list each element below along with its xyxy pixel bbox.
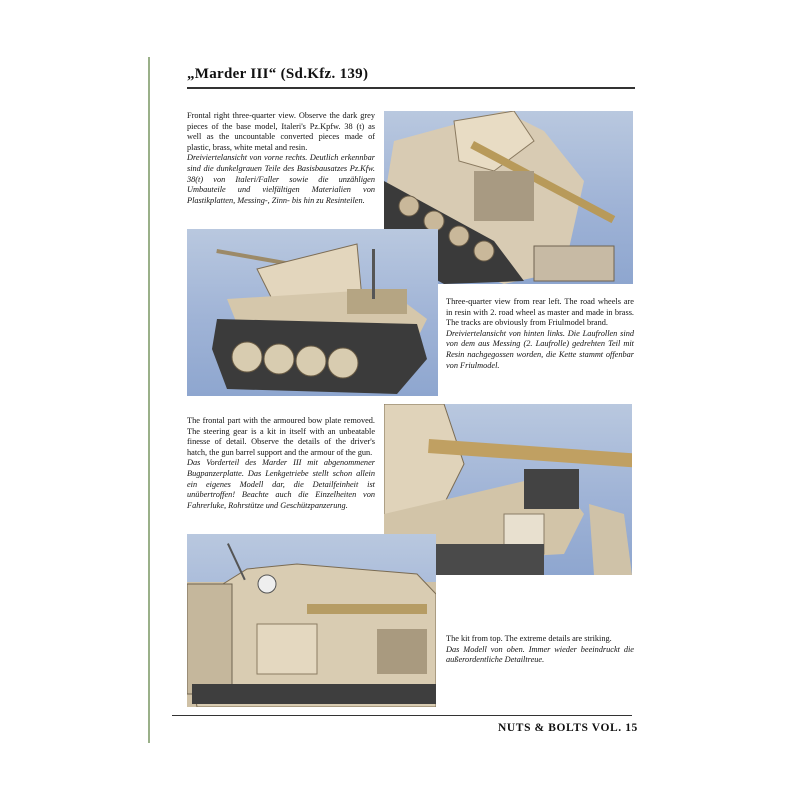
caption-english: Frontal right three-quarter view. Observe the dark grey pieces of the base model, Italeri's Pz.Kpfw. 38 (t) as well as the uncountable converted pieces made of plastic, brass, white metal and resin.: [187, 111, 375, 152]
caption-rear-left: [446, 297, 634, 371]
caption-english: The kit from top. The extreme details are striking.: [446, 634, 612, 643]
caption-german: Dreiviertelansicht von vorne rechts. Deutlich erkennbar sind die dunkelgrauen Teile des Basisbausatzes Pz.Kfw. 38(t) von Italeri/Faller sowie die unzähligen Umbauteile und vielfältigen Materialien von Plastikplatten, Messing-, Zinn- bis hin zu Resinteilen.: [187, 153, 375, 205]
photo-rear-left: [187, 229, 438, 396]
footer-label: NUTS & BOLTS VOL. 15: [498, 722, 638, 734]
page-title: „Marder III“ (Sd.Kfz. 139): [187, 66, 369, 82]
caption-german: Das Vorderteil des Marder III mit abgenommener Bugpanzerplatte. Das Lenkgetriebe stellt schon allein ein eigenes Modell dar, die Detailfeinheit ist unübertroffen! Beachte auch die Einzelheiten von Fahrerluke, Rohrstütze und Geschützpanzerung.: [187, 458, 375, 510]
caption-frontal-part: [187, 416, 375, 511]
caption-english: Three-quarter view from rear left. The road wheels are in resin with 2. road wheel as master and made in brass. The tracks are obviously from Friulmodel brand.: [446, 297, 634, 328]
caption-front-right: [187, 111, 375, 206]
photo-top-view: [187, 534, 436, 707]
caption-top-view: [446, 634, 634, 666]
footer-rule: [172, 715, 632, 716]
caption-german: Dreiviertelansicht von hinten links. Die Laufrollen sind von dem aus Messing (2. Laufrolle) gedrehten Teil mit Resin nachgegossen worden, die Kette stammt offenbar von Friulmodel.: [446, 328, 634, 370]
caption-english: The frontal part with the armoured bow plate removed. The steering gear is a kit in itself with an unbeatable finesse of detail. Observe the details of the driver's hatch, the gun barrel support and the armour of the gun.: [187, 416, 375, 457]
title-rule: [187, 87, 635, 89]
caption-german: Das Modell von oben. Immer wieder beeindruckt die außerordentliche Detailtreue.: [446, 644, 634, 665]
